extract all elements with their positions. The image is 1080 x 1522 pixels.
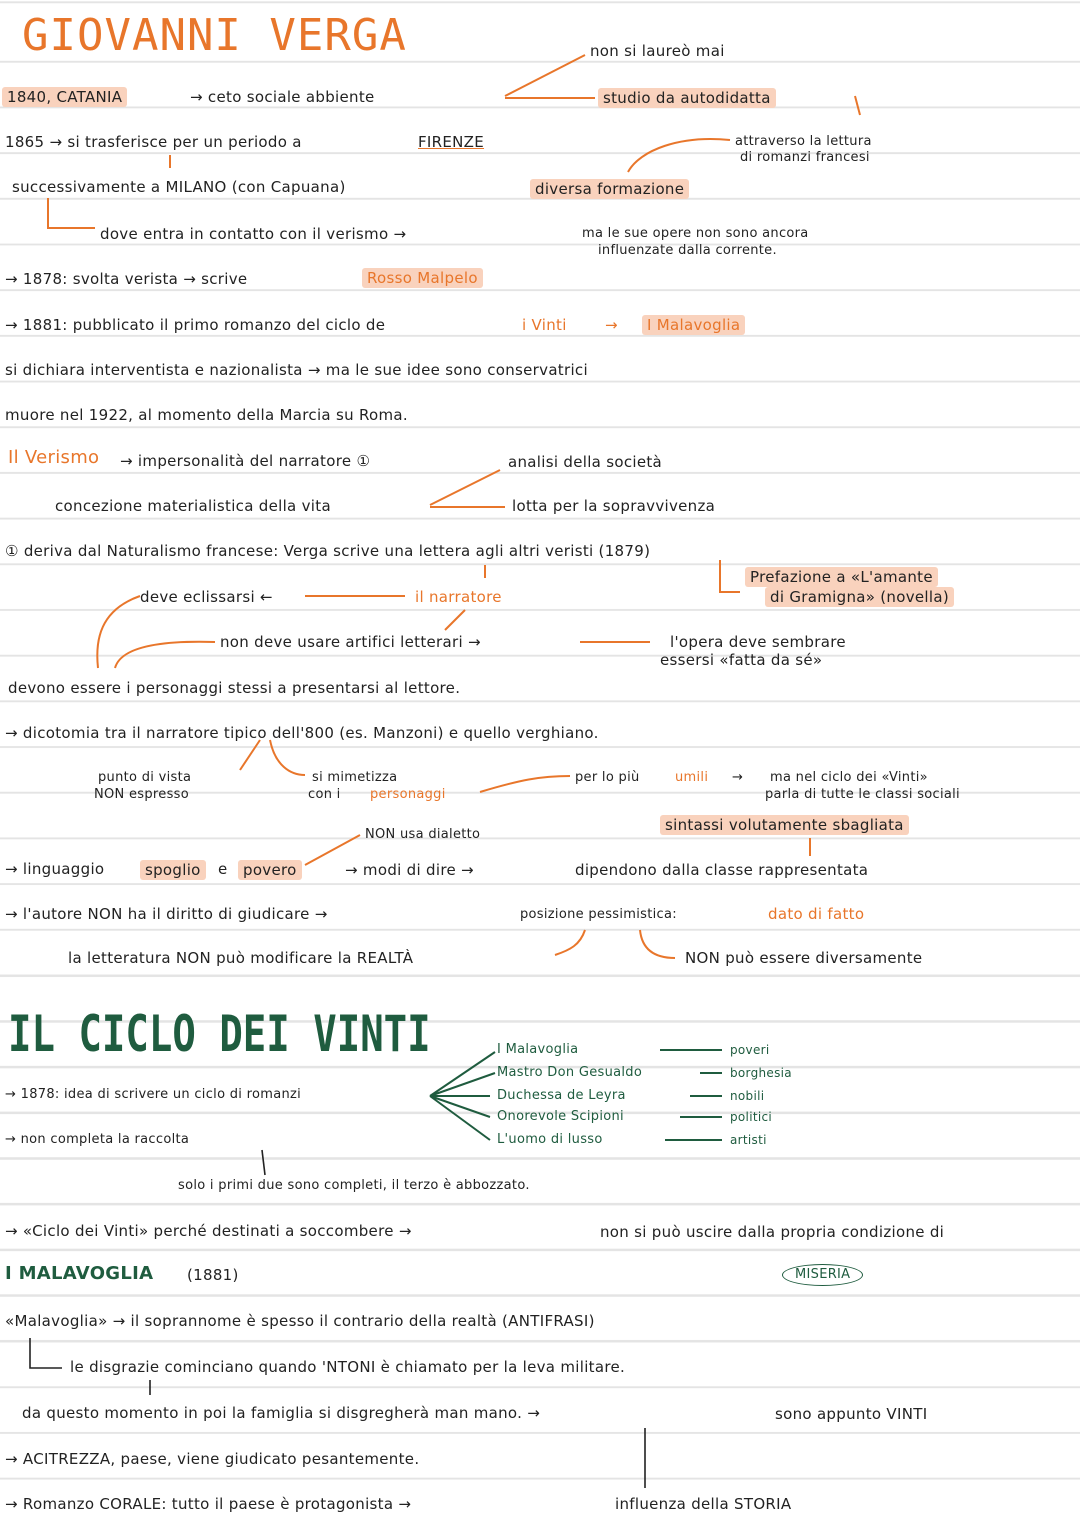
arrow-line — [48, 198, 95, 228]
note: sono appunto VINTI — [775, 1405, 928, 1423]
arrow-line — [720, 560, 740, 592]
novel-title: Duchessa de Leyra — [497, 1088, 626, 1103]
novel-title: I Malavoglia — [497, 1042, 579, 1057]
note: NON può essere diversamente — [685, 949, 923, 967]
novel-title: Mastro Don Gesualdo — [497, 1065, 643, 1080]
note: → l'autore NON ha il diritto di giudicare → — [5, 905, 328, 923]
note: → impersonalità del narratore ① — [120, 452, 371, 470]
note: NON espresso — [94, 787, 189, 802]
arrow-line — [855, 96, 860, 115]
arrow-line — [97, 596, 140, 668]
arrow-line — [640, 930, 675, 958]
note: influenzate dalla corrente. — [598, 243, 777, 258]
note: → 1878: svolta verista → scrive — [5, 270, 248, 288]
note: l'opera deve sembrare — [670, 633, 846, 651]
note: dipendono dalla classe rappresentata — [575, 861, 869, 879]
note: 1865 → si trasferisce per un periodo a — [5, 133, 302, 151]
note-highlight: di Gramigna» (novella) — [765, 587, 954, 607]
note: → linguaggio — [5, 860, 105, 878]
note: umili — [675, 770, 709, 785]
note: per lo più — [575, 770, 640, 785]
circled-note: MISERIA — [782, 1264, 863, 1286]
note: ① deriva dal Naturalismo francese: Verga scrive una lettera agli altri veristi (1879) — [5, 542, 651, 560]
note-highlight: 1840, CATANIA — [2, 87, 127, 107]
novel-title: Onorevole Scipioni — [497, 1109, 624, 1124]
note: personaggi — [370, 787, 446, 802]
note: → Romanzo CORALE: tutto il paese è protagonista → — [5, 1495, 412, 1513]
note: con i — [308, 787, 341, 802]
novel-title: L'uomo di lusso — [497, 1132, 603, 1147]
arrow-line — [115, 642, 215, 668]
note: non si può uscire dalla propria condizione di — [600, 1223, 945, 1241]
note: i Vinti — [522, 316, 567, 334]
note: parla di tutte le classi sociali — [765, 787, 960, 802]
note: da questo momento in poi la famiglia si disgregherà man mano. → — [22, 1404, 541, 1422]
note: → non completa la raccolta — [5, 1132, 190, 1147]
note: si mimetizza — [312, 770, 398, 785]
note: → 1878: idea di scrivere un ciclo di romanzi — [5, 1087, 302, 1102]
note-highlight: I Malavoglia — [642, 315, 745, 335]
note: → «Ciclo dei Vinti» perché destinati a soccombere → — [5, 1222, 412, 1240]
section-title: I MALAVOGLIA — [5, 1263, 154, 1284]
note: di romanzi francesi — [740, 150, 870, 165]
arrow-line — [240, 740, 260, 770]
note: → 1881: pubblicato il primo romanzo del ciclo de — [5, 316, 386, 334]
note: dove entra in contatto con il verismo → — [100, 225, 407, 243]
note: devono essere i personaggi stessi a presentarsi al lettore. — [8, 679, 461, 697]
note-highlight: diversa formazione — [530, 179, 689, 199]
note: dato di fatto — [768, 905, 865, 923]
note: la letteratura NON può modificare la REALTÀ — [68, 949, 414, 967]
note: ma le sue opere non sono ancora — [582, 226, 809, 241]
note: attraverso la lettura — [735, 134, 872, 149]
social-class: artisti — [730, 1133, 767, 1147]
note: → dicotomia tra il narratore tipico dell'800 (es. Manzoni) e quello verghiano. — [5, 724, 599, 742]
note: e — [218, 860, 228, 878]
arrow-line — [505, 55, 585, 96]
note-underlined: FIRENZE — [418, 133, 485, 151]
note: posizione pessimistica: — [520, 907, 677, 922]
section-title: Il Verismo — [8, 447, 100, 468]
note: si dichiara interventista e nazionalista → ma le sue idee sono conservatrici — [5, 361, 588, 379]
arrow-text: → — [732, 770, 744, 785]
arrow-line — [430, 1052, 495, 1140]
note: → ACITREZZA, paese, viene giudicato pesantemente. — [5, 1450, 420, 1468]
arrow-line — [430, 470, 500, 505]
arrow-line — [30, 1338, 62, 1368]
note: NON usa dialetto — [365, 827, 481, 842]
note: ma nel ciclo dei «Vinti» — [770, 770, 928, 785]
page-title: GIOVANNI VERGA — [22, 10, 407, 61]
social-class: nobili — [730, 1089, 765, 1103]
note-highlight: Prefazione a «L'amante — [745, 567, 938, 587]
arrow-line — [555, 930, 585, 955]
arrow-line — [480, 776, 570, 792]
section-title: IL CICLO DEI VINTI — [8, 1005, 431, 1063]
note: solo i primi due sono completi, il terzo è abbozzato. — [178, 1178, 530, 1193]
note: non si laureò mai — [590, 42, 725, 60]
note: influenza della STORIA — [615, 1495, 792, 1513]
social-class: politici — [730, 1110, 772, 1124]
note-highlight: Rosso Malpelo — [362, 268, 483, 288]
note: «Malavoglia» → il soprannome è spesso il contrario della realtà (ANTIFRASI) — [5, 1312, 595, 1330]
arrow-line — [270, 740, 305, 775]
arrow-line — [628, 139, 730, 172]
note: successivamente a MILANO (con Capuana) — [12, 178, 346, 196]
arrow-line — [262, 1150, 265, 1175]
note: lotta per la sopravvivenza — [512, 497, 716, 515]
note-highlight: sintassi volutamente sbagliata — [660, 815, 909, 835]
note: le disgrazie cominciano quando 'NTONI è chiamato per la leva militare. — [70, 1358, 626, 1376]
note: muore nel 1922, al momento della Marcia su Roma. — [5, 406, 408, 424]
note: analisi della società — [508, 453, 663, 471]
arrow-line — [660, 1050, 722, 1140]
arrow-text: → — [605, 316, 618, 334]
note: (1881) — [187, 1266, 239, 1284]
note: il narratore — [415, 588, 502, 606]
note: non deve usare artifici letterari → — [220, 633, 481, 651]
note: deve eclissarsi ← — [140, 588, 273, 606]
arrow-line — [445, 610, 465, 630]
note: punto di vista — [98, 770, 192, 785]
social-class: poveri — [730, 1043, 770, 1057]
note: concezione materialistica della vita — [55, 497, 331, 515]
note-highlight: spoglio — [140, 860, 206, 880]
note-highlight: studio da autodidatta — [598, 88, 776, 108]
note: → modi di dire → — [345, 861, 474, 879]
note: → ceto sociale abbiente — [190, 88, 375, 106]
social-class: borghesia — [730, 1066, 792, 1080]
note-highlight: povero — [238, 860, 302, 880]
note: essersi «fatta da sé» — [660, 651, 823, 669]
